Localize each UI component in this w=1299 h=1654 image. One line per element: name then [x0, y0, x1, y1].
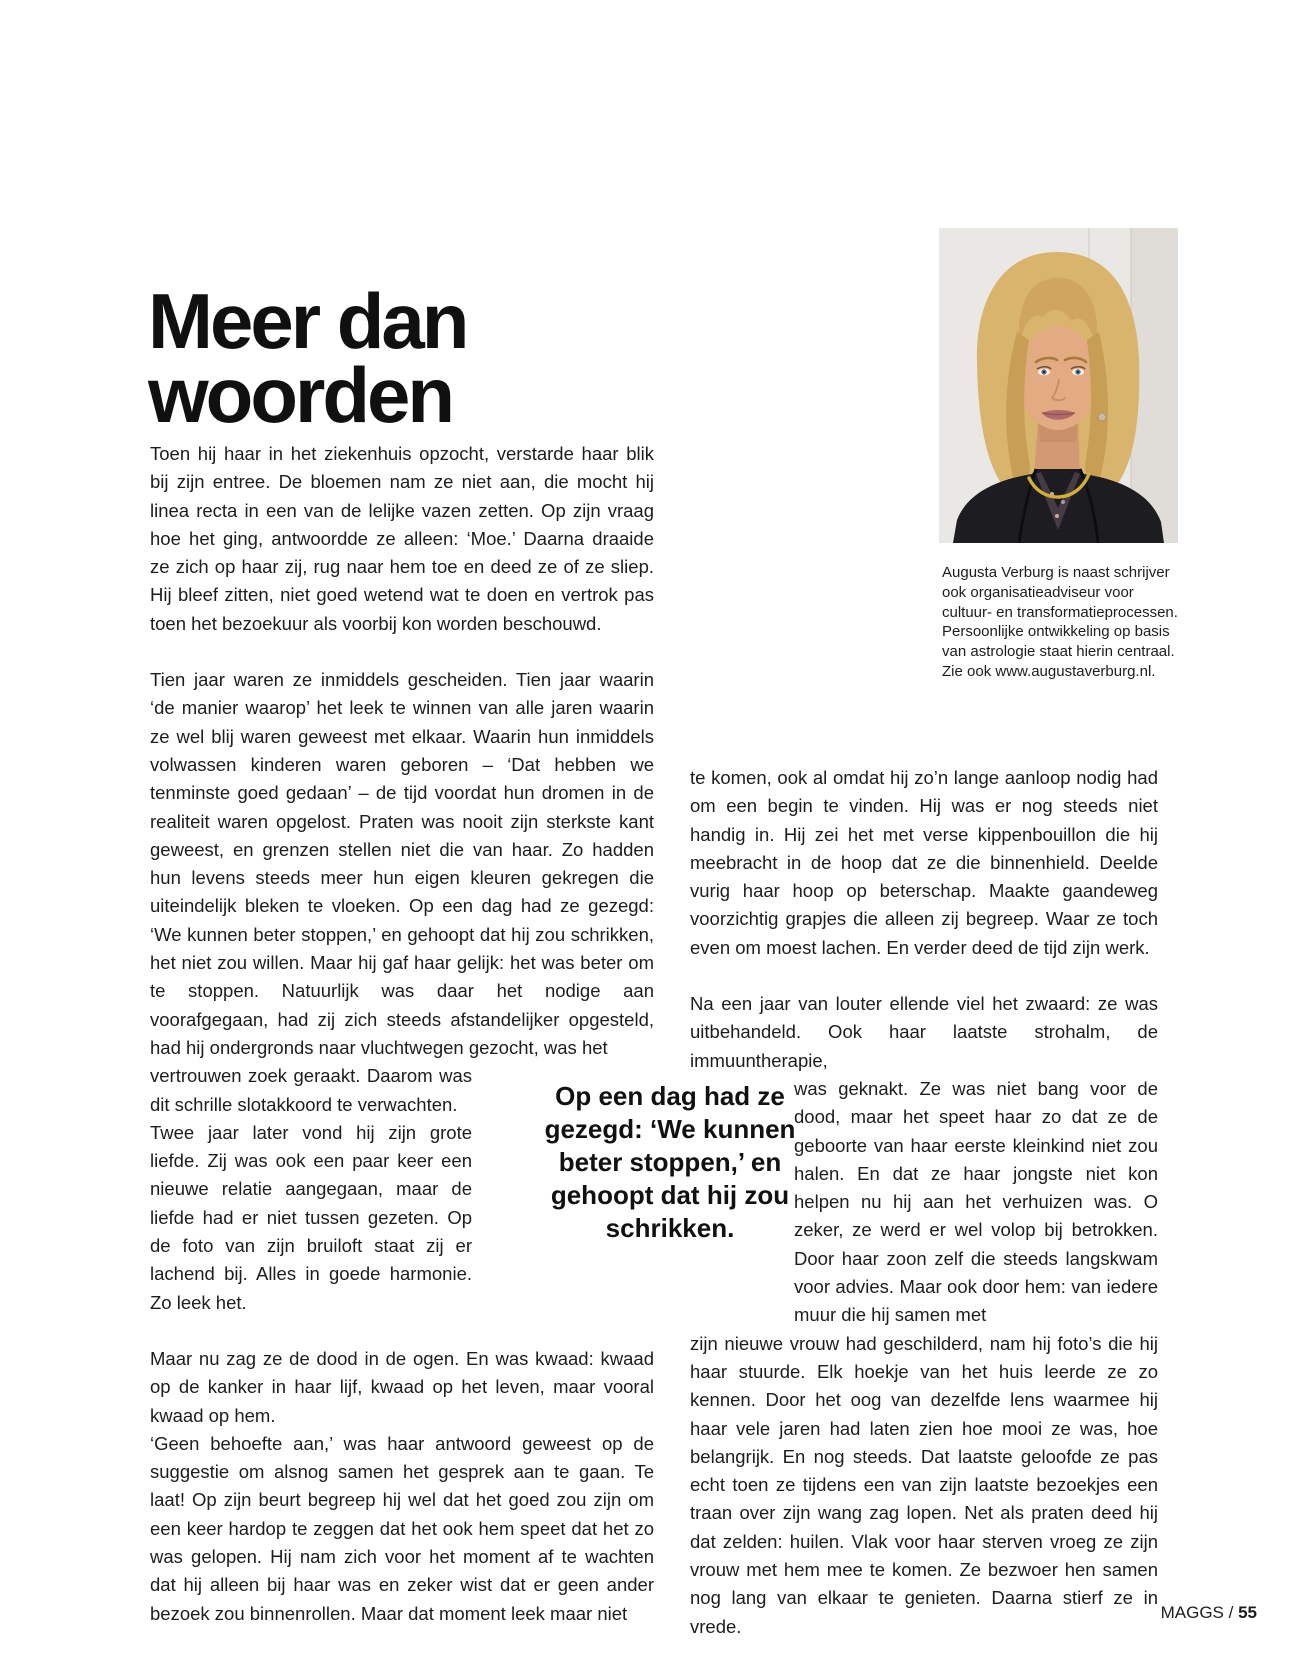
page-footer [1161, 1603, 1257, 1623]
text-wrap-around-quote [794, 1075, 1158, 1330]
page-number: 55 [1238, 1603, 1257, 1622]
paragraph: Toen hij haar in het ziekenhuis opzocht, verstarde haar blik bij zijn entree. De bloemen nam ze niet aan, die mocht hij linea recta in een van de lelijke vazen zetten. Op zijn vraag hoe het ging, antwoordde ze alleen: ‘Moe.’ Daarna draaide ze zich op haar zij, rug naar hem toe en deed ze of ze sliep. Hij bleef zitten, niet goed wetend wat te doen en vertrok pas toen het bezoekuur als voorbij kon worden beschouwd. [150, 443, 654, 634]
paragraph: Tien jaar waren ze inmiddels gescheiden. Tien jaar waarin ‘de manier waarop’ het leek te winnen van alle jaren waarin ze wel blij waren geweest met elkaar. Waarin hun inmiddels volwassen kinderen waren geboren – ‘Dat hebben we tenminste goed gedaan’ – de tijd voordat hun dromen in de realiteit waren opgelost. Praten was nooit zijn sterkste kant geweest, en grenzen stellen niet die van haar. Zo hadden hun levens steeds meer hun eigen kleuren gekregen die uiteindelijk bleken te vloeken. Op een dag had ze gezegd: ‘We kunnen beter stoppen,’ en gehoopt dat hij zou schrikken, het niet zou willen. Maar hij gaf haar gelijk: het was beter om te stoppen. Natuurlijk was daar het nodige aan voorafgegaan, had zij zich steeds afstandelijker opgesteld, had hij ondergronds naar vluchtwegen gezocht, was het [150, 669, 654, 1058]
left-column [150, 440, 654, 1628]
paragraph: zijn nieuwe vrouw had geschilderd, nam hij foto’s die hij haar stuurde. Elk hoekje van het huis leerde ze zo kennen. Door het oog van dezelfde lens waarmee hij haar vele jaren had laten zien hoe mooi ze was, hoe belangrijk. En nog steeds. Dat laatste geloofde ze pas echt toen ze tijdens een van zijn laatste bezoekjes een traan over zijn wang zag lopen. Net als praten deed hij dat zelden: huilen. Vlak voor haar sterven vroeg ze zijn vrouw met hem mee te komen. Ze bezwoer hen samen nog lang van elkaar te genieten. Daarna stierf ze in vrede. [690, 1332, 1158, 1637]
magazine-name: MAGGS / [1160, 1603, 1239, 1622]
article-title [148, 277, 467, 440]
text-wrap-around-quote [150, 1062, 472, 1317]
paragraph: Twee jaar later vond hij zijn grote liefde. Zij was ook een paar keer een nieuwe relatie aangegaan, maar de liefde had er niet tussen gezeten. Op de foto van zijn bruiloft staat zij er lachend bij. Alles in goede harmonie. Zo leek het. [150, 1121, 472, 1313]
title-line-2: woorden [148, 351, 452, 440]
pull-quote: Op een dag had ze gezegd: ‘We kunnen beter stoppen,’ en gehoopt dat hij zou schrikken. [544, 1081, 796, 1243]
paragraph: vertrouwen zoek geraakt. Daarom was dit schrille slotakkoord te verwachten. [150, 1065, 472, 1115]
photo-caption: Augusta Verburg is naast schrijver ook organisatieadviseur voor cultuur- en transformatieprocessen. Persoonlijke ontwikkeling op basis van astrologie staat hierin centraal. Zie ook www.augustaverburg.nl. [942, 564, 1178, 680]
paragraph: te komen, ook al omdat hij zo’n lange aanloop nodig had om een begin te vinden. Hij was er nog steeds niet handig in. Hij zei het met verse kippenbouillon die hij meebracht in de hoop dat ze die binnenhield. Deelde vurig haar hoop op beterschap. Maakte gaandeweg voorzichtig grapjes die alleen zij begreep. Waar ze toch even om moest lachen. En verder deed de tijd zijn werk. [690, 767, 1158, 958]
portrait-photo [939, 228, 1178, 543]
paragraph: Na een jaar van louter ellende viel het zwaard: ze was uitbehandeld. Ook haar laatste strohalm, de immuuntherapie, [690, 993, 1158, 1071]
paragraph: was geknakt. Ze was niet bang voor de dood, maar het speet haar zo dat ze de geboorte van haar eerste kleinkind niet zou halen. En dat ze haar jongste niet kon helpen nu hij aan het verhuizen was. O zeker, ze werd er wel volop bij betrokken. Door haar zoon zelf die steeds langskwam voor advies. Maar ook door hem: van iedere muur die hij samen met [794, 1077, 1158, 1326]
paragraph: ‘Geen behoefte aan,’ was haar antwoord geweest op de suggestie om alsnog samen het gesprek aan te gaan. Te laat! Op zijn beurt begreep hij wel dat het goed zou zijn om een keer hardop te zeggen dat het ook hem speet dat het zo was gelopen. Hij nam zich voor het moment af te wachten dat hij alleen bij haar was en zeker wist dat er geen ander bezoek zou binnenrollen. Maar dat moment leek maar niet [150, 1432, 654, 1624]
earring [1098, 413, 1106, 421]
title-line-1: Meer dan [148, 277, 467, 366]
paragraph: Maar nu zag ze de dood in de ogen. En was kwaad: kwaad op de kanker in haar lijf, kwaad op het leven, maar vooral kwaad op hem. [150, 1347, 654, 1426]
